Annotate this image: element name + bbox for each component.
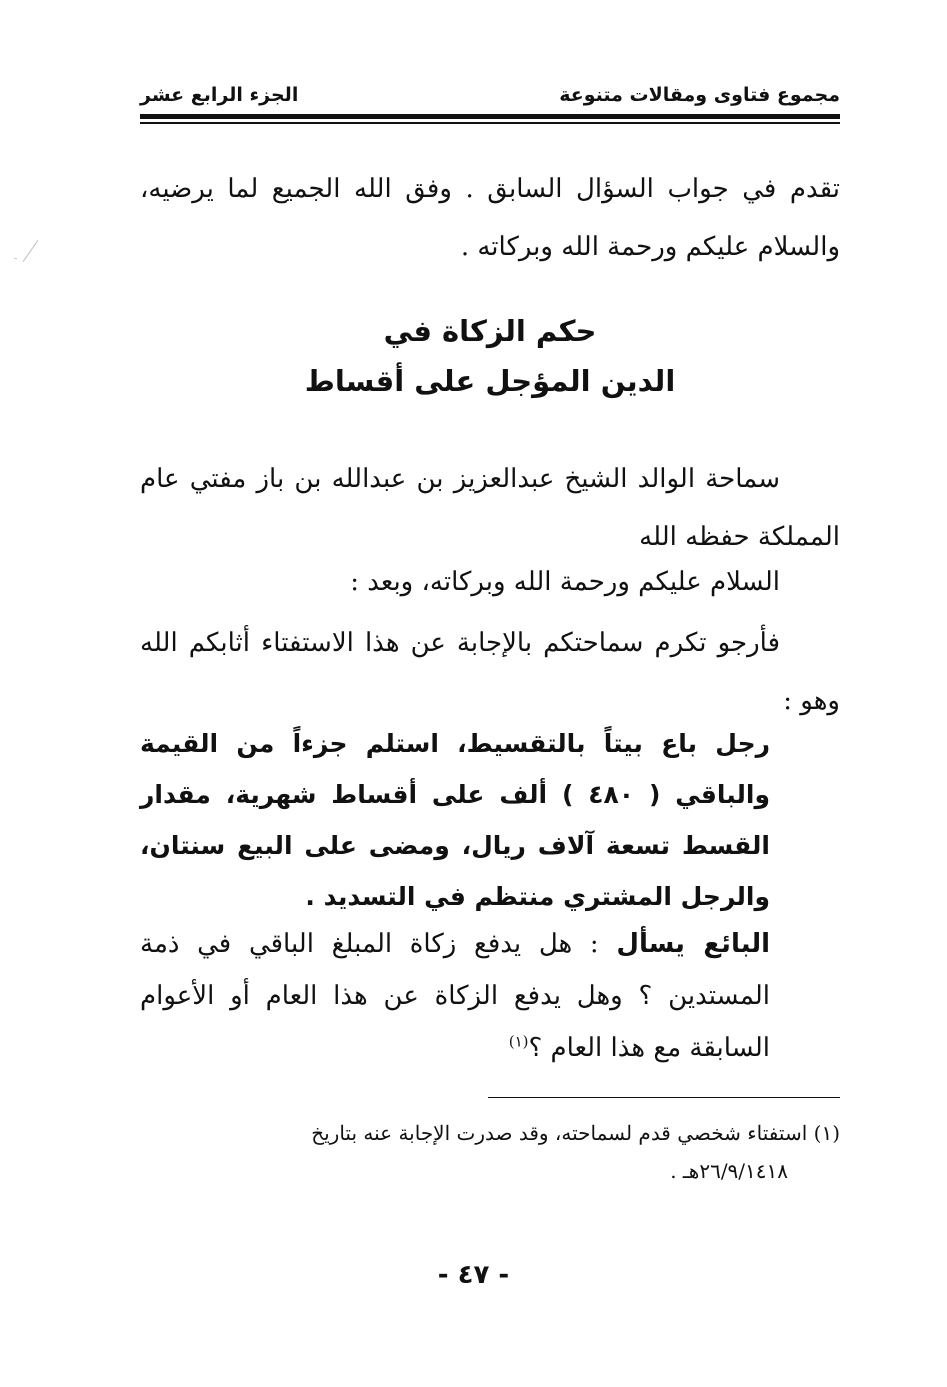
footnote — [140, 1114, 840, 1190]
letter-request: فأرجو تكرم سماحتكم بالإجابة عن هذا الاستفتاء أثابكم الله وهو : — [140, 628, 840, 716]
header-rule-thin — [140, 122, 840, 124]
header-rule-thick — [140, 114, 840, 119]
section-heading-line2: الدين المؤجل على أقساط — [304, 364, 676, 398]
intro-paragraph: تقدم في جواب السؤال السابق . وفق الله الجميع لما يرضيه، والسلام عليكم ورحمة الله وبركاته . — [140, 174, 840, 262]
seller-asks-lead: البائع يسأل — [616, 929, 770, 959]
footnote-reference: (١) — [508, 1032, 529, 1051]
running-header — [140, 80, 840, 110]
volume-title: الجزء الرابع عشر — [140, 84, 299, 106]
scan-artifact-dot — [14, 258, 17, 259]
seller-question-paragraph — [140, 918, 770, 1074]
question-paragraph: رجل باع بيتاً بالتقسيط، استلم جزءاً من القيمة والباقي ( ٤٨٠ ) ألف على أقساط شهرية، مقدار القسط تسعة آلاف ريال، ومضى على البيع سنتان، والرجل المشتري منتظم في التسديد . — [140, 729, 770, 911]
book-title: مجموع فتاوى ومقالات متنوعة — [559, 84, 840, 106]
seller-asks-text: : هل يدفع زكاة المبلغ الباقي في ذمة المستدين ؟ وهل يدفع الزكاة عن هذا العام أو الأعوام السابقة مع هذا العام ؟ — [140, 929, 770, 1063]
scan-artifact-mark — [23, 240, 39, 262]
footnote-text: (١) استفتاء شخصي قدم لسماحته، وقد صدرت الإجابة عنه بتاريخ — [311, 1121, 840, 1145]
footnote-date: ٢٦/٩/١٤١٨هـ . — [670, 1159, 788, 1183]
footnote-separator — [488, 1097, 840, 1098]
section-heading-line1: حكم الزكاة في — [383, 314, 597, 348]
letter-addressee: سماحة الوالد الشيخ عبدالعزيز بن عبدالله بن باز مفتي عام المملكة حفظه الله — [140, 464, 840, 552]
letter-greeting: السلام عليكم ورحمة الله وبركاته، وبعد : — [350, 567, 780, 597]
page-number: - ٤٧ - — [437, 1260, 510, 1290]
